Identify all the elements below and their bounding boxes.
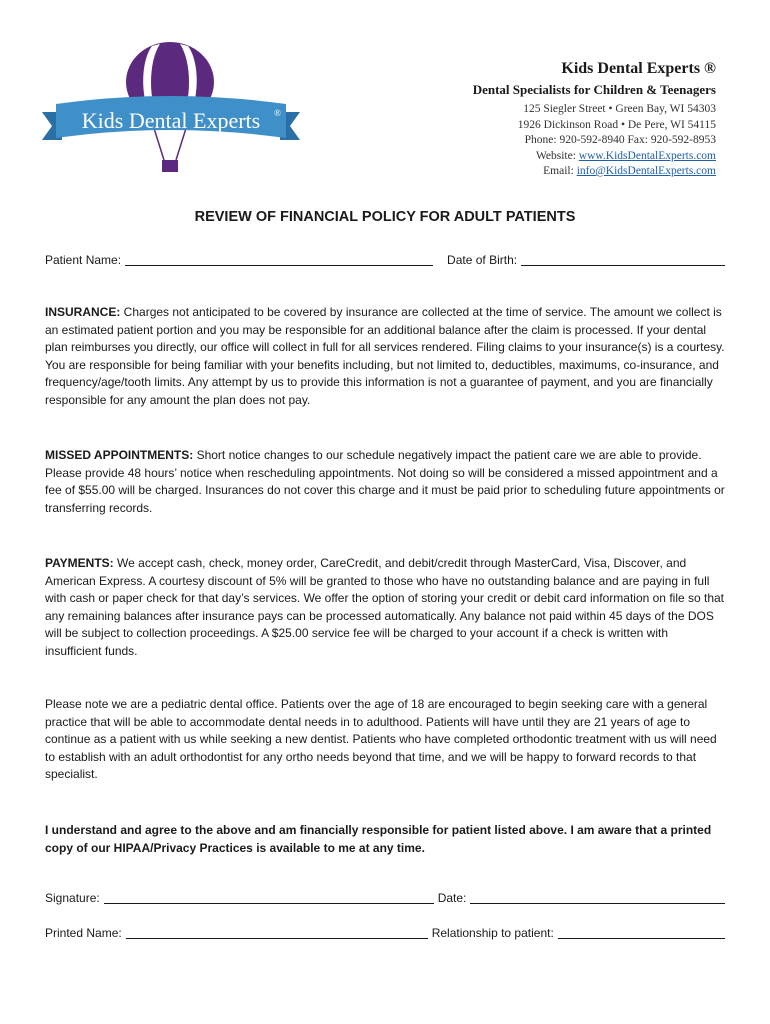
website-line: [356, 149, 716, 165]
address-green-bay: 125 Siegler Street • Green Bay, WI 54303: [523, 103, 716, 115]
document-title: REVIEW OF FINANCIAL POLICY FOR ADULT PATIENTS: [194, 209, 576, 225]
email-label: Email:: [543, 165, 577, 177]
missed-appointments-section: [45, 447, 727, 517]
website-link[interactable]: www.KidsDentalExperts.com: [578, 149, 716, 162]
printed-name-field[interactable]: [126, 926, 428, 939]
logo-text: Kids Dental Experts: [81, 108, 261, 133]
insurance-text: Charges not anticipated to be covered by insurance are collected at the time of service. The amount we collect is an estimated patient portion and you may be responsible for an additional balance after the claim is processed. If your dental plan reimburses you directly, our office will collect in full for all services rendered. Filing claims to your insurance(s) is a courtesy. You are responsible for being familiar with your benefits including, but not limited to, deductibles, maximums, co-insurance, and frequency/age/tooth limits. Any attempt by us to provide this information is not a guarantee of payment, and you are financially responsible for any amount the plan does not pay.: [45, 305, 725, 407]
patient-name-field[interactable]: [125, 253, 433, 266]
patient-name-label: Patient Name:: [45, 253, 122, 267]
dob-label: Date of Birth:: [447, 253, 518, 267]
payments-section: [45, 555, 727, 661]
kids-dental-experts-logo: [40, 40, 302, 180]
payments-text: We accept cash, check, money order, CareCredit, and debit/credit through MasterCard, Visa, Discover, and American Express. A courtesy discount of 5% will be granted to those who have no outstanding balance and are paying in full with cash or paper check for that day’s services. We offer the option of storing your credit or debit card information on file so that any remaining balances after insurance pays can be processed automatically. Any balance not paid within 45 days of the DOS will be subject to collection proceedings. A $25.00 service fee will be charged to your account if a check is written with insufficient funds.: [45, 556, 725, 658]
address-de-pere: 1926 Dickinson Road • De Pere, WI 54115: [517, 118, 716, 131]
signature-label: Signature:: [45, 891, 100, 905]
practice-subtitle: Dental Specialists for Children & Teenagers: [472, 82, 716, 97]
email-link[interactable]: info@KidsDentalExperts.com: [576, 165, 716, 177]
printed-name-row: [45, 926, 725, 940]
phone-fax: Phone: 920-592-8940 Fax: 920-592-8953: [524, 134, 716, 146]
insurance-heading: INSURANCE:: [45, 305, 121, 319]
payments-heading: PAYMENTS:: [45, 556, 114, 570]
dob-field[interactable]: [521, 253, 725, 266]
printed-name-label: Printed Name:: [45, 926, 122, 940]
relationship-field[interactable]: [558, 926, 725, 939]
date-field[interactable]: [470, 891, 725, 904]
practice-name: Kids Dental Experts ®: [561, 60, 716, 77]
signature-field[interactable]: [104, 891, 434, 904]
date-label: Date:: [437, 891, 467, 905]
website-label: Website:: [535, 149, 579, 162]
patient-info-row: [45, 253, 725, 267]
email-line: [356, 164, 716, 180]
missed-appointments-text: Short notice changes to our schedule negatively impact the patient care we are able to provide. Please provide 48 hours’ notice when rescheduling appointments. Not doing so will be considered a missed appointment and a fee of $55.00 will be charged. Insurances do not cover this charge and it must be paid prior to scheduling future appointments or transferring records.: [45, 448, 725, 515]
relationship-label: Relationship to patient:: [431, 926, 554, 940]
hot-air-balloon-logo-icon: [40, 40, 302, 180]
insurance-section: [45, 304, 727, 410]
missed-appointments-heading: MISSED APPOINTMENTS:: [45, 448, 194, 462]
logo-registered-mark: ®: [274, 108, 281, 118]
agreement-statement: I understand and agree to the above and am financially responsible for patient listed above. I am aware that a printed copy of our HIPAA/Privacy Practices is available to me at any time.: [45, 823, 712, 855]
signature-row: [45, 891, 725, 905]
pediatric-notice: Please note we are a pediatric dental office. Patients over the age of 18 are encouraged to begin seeking care with a general practice that will be able to accommodate dental needs in to adulthood. Patients will have until they are 21 years of age to continue as a patient with us while seeking a new dentist. Patients who have completed orthodontic treatment with us will need to establish with an adult orthodontist for any ortho needs beyond that time, and we will be happy to forward records to that specialist.: [45, 697, 717, 782]
practice-contact-block: [356, 58, 716, 180]
